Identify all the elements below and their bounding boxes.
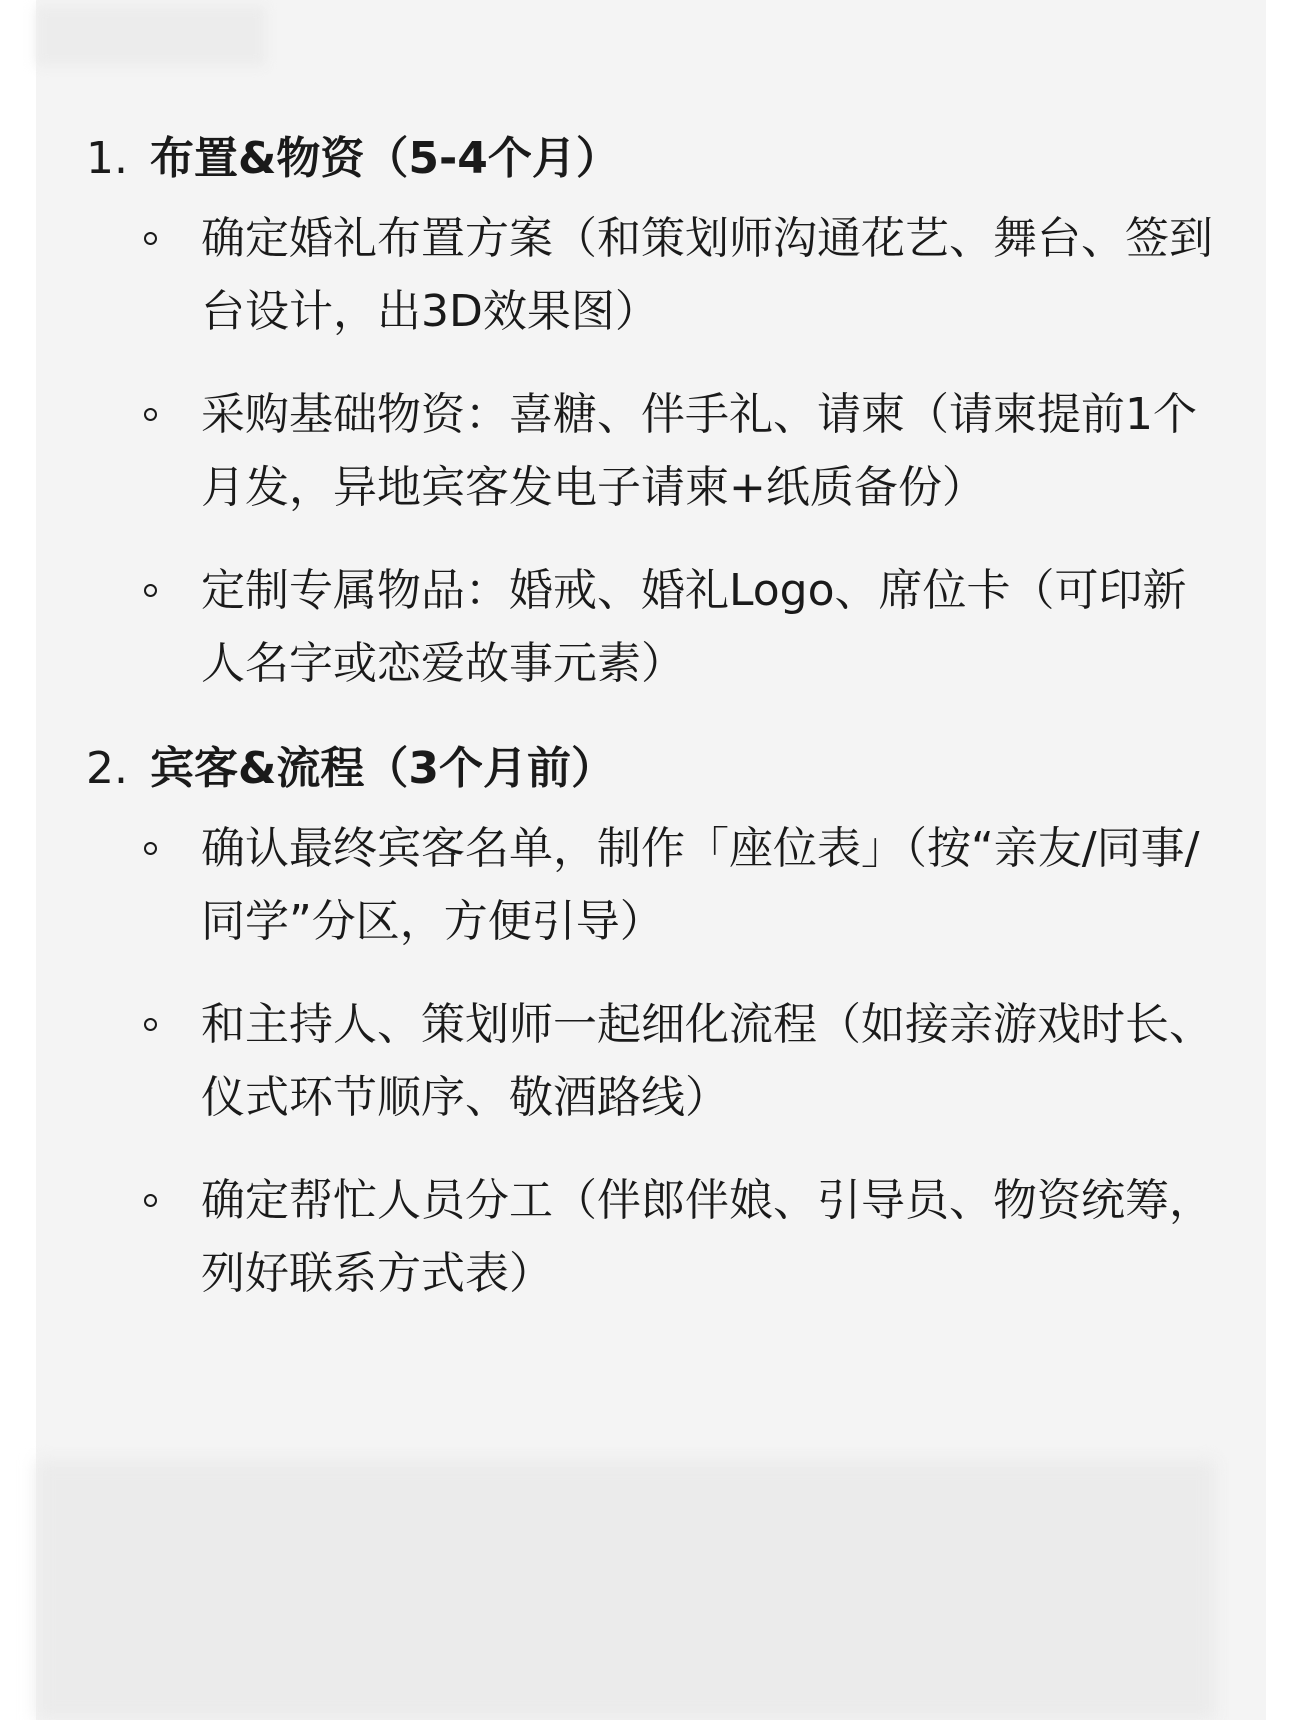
hollow-bullet-icon bbox=[144, 584, 157, 597]
hollow-bullet-icon bbox=[144, 408, 157, 421]
section-item-list bbox=[86, 812, 1216, 1310]
blurred-footer-region bbox=[36, 1460, 1216, 1720]
section-number: 2. bbox=[86, 743, 128, 794]
section-title: 布置&物资（5-4个月） bbox=[150, 133, 620, 184]
list-item bbox=[86, 378, 1216, 524]
document-content bbox=[86, 120, 1216, 1340]
document-card bbox=[36, 0, 1266, 1720]
list-item-text: 确认最终宾客名单，制作「座位表」（按“亲友/同事/同学”分区，方便引导） bbox=[201, 823, 1200, 947]
hollow-bullet-icon bbox=[144, 842, 157, 855]
list-item-text: 和主持人、策划师一起细化流程（如接亲游戏时长、仪式环节顺序、敬酒路线） bbox=[201, 999, 1213, 1123]
section-1 bbox=[86, 120, 1216, 700]
section-heading bbox=[86, 730, 1216, 808]
list-item bbox=[86, 202, 1216, 348]
list-item bbox=[86, 554, 1216, 700]
section-item-list bbox=[86, 202, 1216, 700]
blurred-header-region bbox=[36, 6, 266, 66]
list-item bbox=[86, 1164, 1216, 1310]
section-title: 宾客&流程（3个月前） bbox=[150, 743, 615, 794]
list-item bbox=[86, 812, 1216, 958]
list-item-text: 确定帮忙人员分工（伴郎伴娘、引导员、物资统筹，列好联系方式表） bbox=[201, 1175, 1213, 1299]
list-item bbox=[86, 988, 1216, 1134]
list-item-text: 确定婚礼布置方案（和策划师沟通花艺、舞台、签到台设计，出3D效果图） bbox=[201, 213, 1213, 337]
list-item-text: 定制专属物品：婚戒、婚礼Logo、席位卡（可印新人名字或恋爱故事元素） bbox=[201, 565, 1187, 689]
hollow-bullet-icon bbox=[144, 1018, 157, 1031]
section-2 bbox=[86, 730, 1216, 1310]
section-number: 1. bbox=[86, 133, 128, 184]
section-heading bbox=[86, 120, 1216, 198]
list-item-text: 采购基础物资：喜糖、伴手礼、请柬（请柬提前1个月发，异地宾客发电子请柬+纸质备份） bbox=[201, 389, 1197, 513]
hollow-bullet-icon bbox=[144, 232, 157, 245]
hollow-bullet-icon bbox=[144, 1194, 157, 1207]
